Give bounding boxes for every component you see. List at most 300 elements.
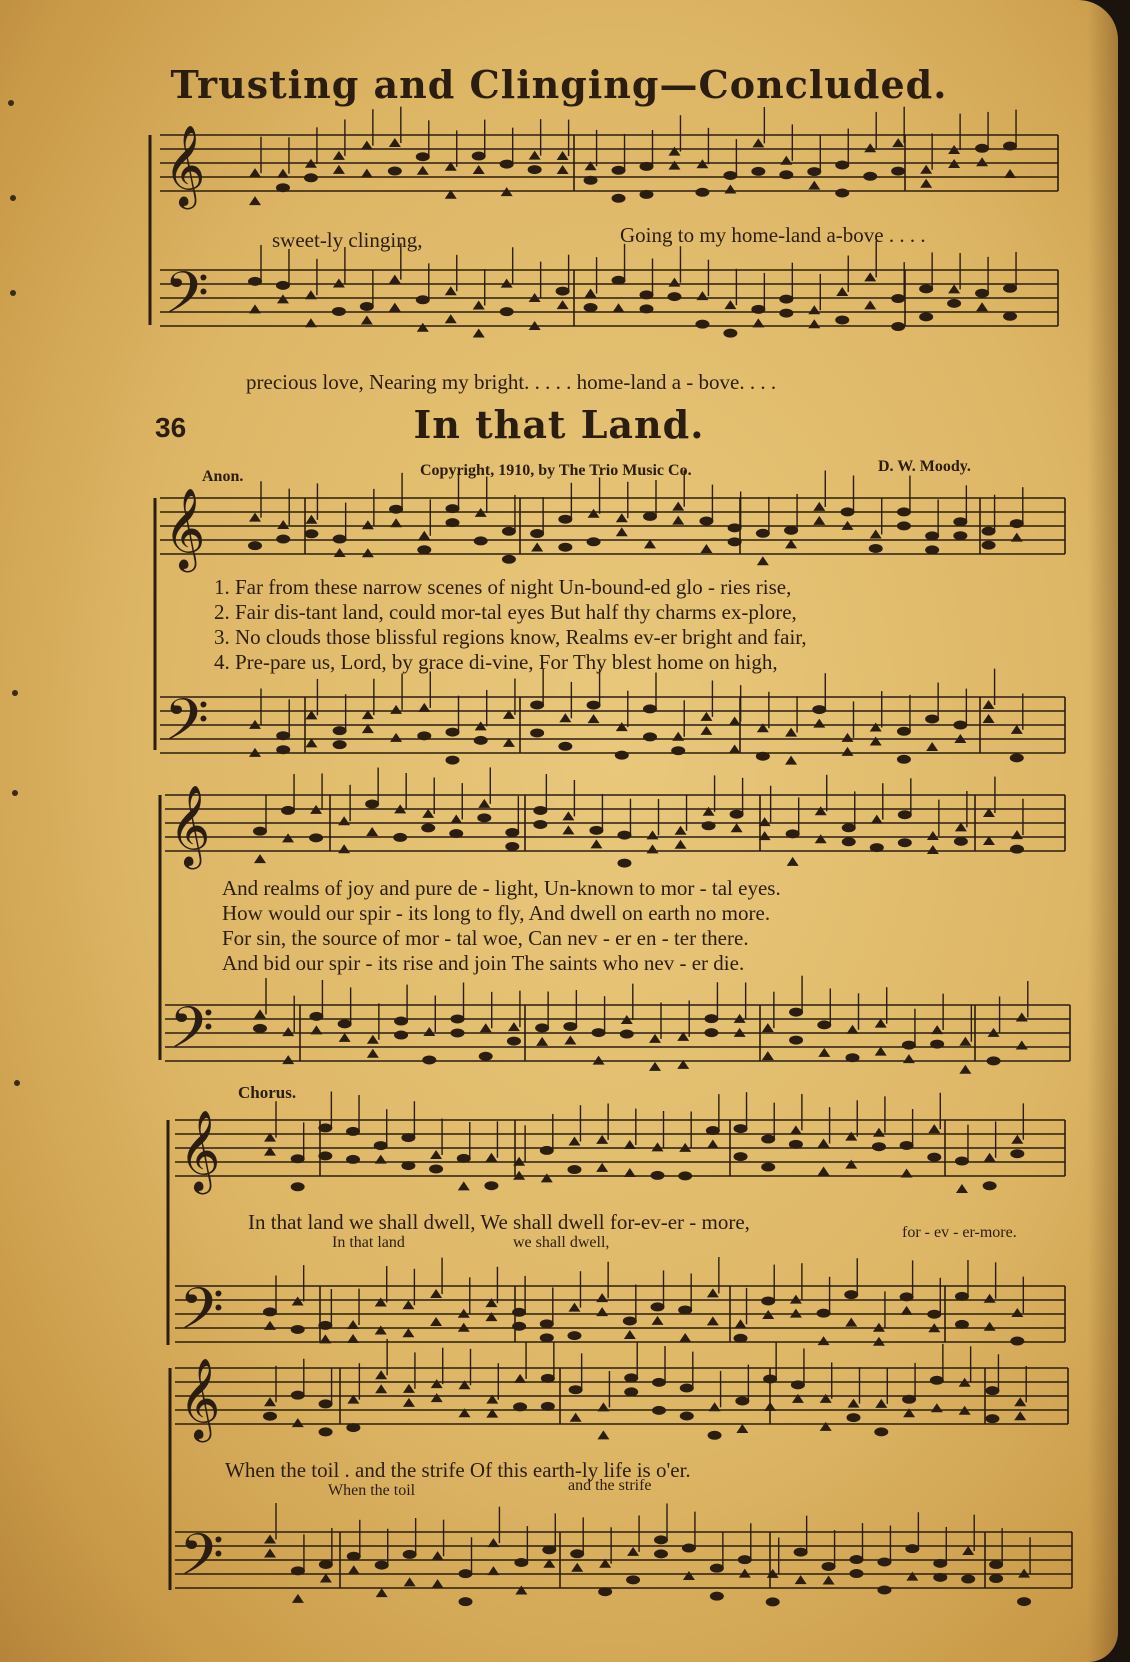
note-head xyxy=(304,173,318,182)
note-head xyxy=(751,305,765,314)
note-head xyxy=(612,276,626,285)
note-head xyxy=(512,1308,526,1317)
note-head xyxy=(948,284,960,293)
note-head xyxy=(864,143,876,152)
verse-line1-4: 4. Pre-pare us, Lord, by grace di-vine, For Thy blest home on high, xyxy=(214,650,778,674)
note-head xyxy=(640,190,654,199)
note-head xyxy=(281,806,295,815)
note-head xyxy=(818,1139,830,1148)
note-head xyxy=(505,842,519,851)
note-head xyxy=(762,1023,774,1032)
note-head xyxy=(850,1569,864,1578)
note-head xyxy=(1010,1149,1024,1158)
note-head xyxy=(818,1048,830,1057)
note-head xyxy=(362,520,374,529)
note-head xyxy=(731,823,743,832)
note-head xyxy=(905,1544,919,1553)
note-head xyxy=(291,1391,305,1400)
note-head xyxy=(589,826,603,835)
note-head xyxy=(984,1153,996,1162)
note-head xyxy=(596,1307,608,1316)
note-head xyxy=(789,1008,803,1017)
note-head xyxy=(761,1296,775,1305)
note-head xyxy=(402,1328,414,1337)
note-head xyxy=(249,168,261,177)
note-head xyxy=(558,742,572,751)
note-head xyxy=(403,1398,415,1407)
note-head xyxy=(734,1334,748,1343)
note-head xyxy=(478,799,490,808)
note-head xyxy=(305,290,317,299)
note-head xyxy=(276,535,290,544)
note-head xyxy=(401,1133,415,1142)
note-head xyxy=(417,545,431,554)
note-head xyxy=(430,1289,442,1298)
note-head xyxy=(724,184,736,193)
note-head xyxy=(333,726,347,735)
note-head xyxy=(485,1153,497,1162)
note-head xyxy=(756,752,770,761)
note-head xyxy=(813,719,825,728)
note-head xyxy=(947,299,961,308)
note-head xyxy=(735,1396,749,1405)
note-head xyxy=(319,1560,333,1569)
note-head xyxy=(451,1028,465,1037)
note-head xyxy=(817,1020,831,1029)
note-head xyxy=(649,1062,661,1071)
note-head xyxy=(375,1325,387,1334)
note-head xyxy=(422,809,434,818)
note-head xyxy=(319,1334,331,1343)
note-head xyxy=(790,1125,802,1134)
note-head xyxy=(897,507,911,516)
note-head xyxy=(530,700,544,709)
note-head xyxy=(416,152,430,161)
note-head xyxy=(584,303,598,312)
note-head xyxy=(253,827,267,836)
note-head xyxy=(319,1399,333,1408)
note-head xyxy=(513,1402,527,1411)
note-head xyxy=(647,830,659,839)
note-head xyxy=(333,278,345,287)
note-head xyxy=(446,728,460,737)
note-head xyxy=(249,304,261,313)
note-head xyxy=(812,705,826,714)
note-head xyxy=(449,829,463,838)
note-head xyxy=(459,1569,473,1578)
note-head xyxy=(647,844,659,853)
note-head xyxy=(709,1402,721,1411)
treble-clef: 𝄞 xyxy=(169,784,211,866)
note-head xyxy=(785,728,797,737)
note-head xyxy=(787,857,799,866)
note-head xyxy=(702,821,716,830)
note-head xyxy=(959,1037,971,1046)
note-head xyxy=(707,1316,719,1325)
note-head xyxy=(264,1321,276,1330)
note-head xyxy=(654,1535,668,1544)
note-head xyxy=(276,183,290,192)
note-head xyxy=(900,1292,914,1301)
note-head xyxy=(473,165,485,174)
note-head xyxy=(984,1322,996,1331)
note-head xyxy=(263,1307,277,1316)
note-head xyxy=(624,1168,636,1177)
note-head xyxy=(987,1056,1001,1065)
note-head xyxy=(333,151,345,160)
note-head xyxy=(818,1336,830,1345)
note-head xyxy=(704,1014,718,1023)
note-head xyxy=(472,152,486,161)
note-head xyxy=(616,527,628,536)
note-head xyxy=(1016,1040,1028,1049)
note-head xyxy=(446,504,460,513)
note-head xyxy=(739,1569,751,1578)
note-head xyxy=(897,727,911,736)
note-head xyxy=(276,745,290,754)
note-head xyxy=(624,1387,638,1396)
note-head xyxy=(897,521,911,530)
note-head xyxy=(394,1031,408,1040)
note-head xyxy=(620,1030,634,1039)
note-head xyxy=(846,1053,860,1062)
note-head xyxy=(593,1056,605,1065)
note-head xyxy=(984,1294,996,1303)
note-head xyxy=(989,1574,1003,1583)
note-head xyxy=(590,839,602,848)
note-head xyxy=(291,1182,305,1191)
note-head xyxy=(891,167,905,176)
note-head xyxy=(1010,845,1024,854)
note-head xyxy=(1010,519,1024,528)
note-head xyxy=(1011,1135,1023,1144)
note-head xyxy=(319,1427,333,1436)
note-head xyxy=(418,531,430,540)
note-head xyxy=(375,1155,387,1164)
note-head xyxy=(348,1565,360,1574)
note-head xyxy=(790,1309,802,1318)
note-head xyxy=(588,714,600,723)
note-head xyxy=(360,302,374,311)
note-head xyxy=(640,304,654,313)
note-head xyxy=(985,1414,999,1423)
note-head xyxy=(751,167,765,176)
note-head xyxy=(404,1577,416,1586)
note-head xyxy=(347,1320,359,1329)
note-head xyxy=(1004,169,1016,178)
note-head xyxy=(891,322,905,331)
note-head xyxy=(457,1154,471,1163)
note-head xyxy=(927,1153,941,1162)
note-head xyxy=(533,820,547,829)
note-head xyxy=(474,736,488,745)
verse-line2-4: And bid our spir - its rise and join The saints who nev - er die. xyxy=(222,951,745,975)
note-head xyxy=(451,1014,465,1023)
note-head xyxy=(931,1403,943,1412)
note-head xyxy=(339,1033,351,1042)
note-head xyxy=(847,1025,859,1034)
note-head xyxy=(541,1173,553,1182)
note-head xyxy=(927,845,939,854)
note-head xyxy=(953,517,967,526)
note-head xyxy=(766,1597,780,1606)
note-head xyxy=(649,1034,661,1043)
note-head xyxy=(514,1374,526,1383)
note-head xyxy=(585,289,597,298)
note-head xyxy=(479,1052,493,1061)
note-head xyxy=(338,844,350,853)
note-head xyxy=(596,1163,608,1172)
note-head xyxy=(784,526,798,535)
note-head xyxy=(640,290,654,299)
note-head xyxy=(291,1566,305,1575)
note-head xyxy=(875,1047,887,1056)
note-head xyxy=(508,1022,520,1031)
note-head xyxy=(813,502,825,511)
note-head xyxy=(836,287,848,296)
note-head xyxy=(735,1319,747,1328)
note-head xyxy=(305,515,317,524)
note-head xyxy=(570,1549,584,1558)
note-head xyxy=(291,1154,305,1163)
note-head xyxy=(361,141,373,150)
note-head xyxy=(823,1575,835,1584)
note-head xyxy=(570,1413,582,1422)
note-head xyxy=(1018,1569,1030,1578)
note-head xyxy=(822,1562,836,1571)
note-head xyxy=(446,756,460,765)
note-head xyxy=(869,544,883,553)
note-head xyxy=(983,700,995,709)
note-head xyxy=(388,167,402,176)
note-head xyxy=(390,733,402,742)
note-head xyxy=(282,1055,294,1064)
note-head xyxy=(423,1027,435,1036)
note-head xyxy=(752,318,764,327)
note-head xyxy=(597,1430,609,1439)
note-head xyxy=(346,1127,360,1136)
treble-clef: 𝄞 xyxy=(179,1109,221,1191)
note-head xyxy=(976,302,988,311)
note-head xyxy=(704,1028,718,1037)
note-head xyxy=(703,807,715,816)
note-head xyxy=(817,1309,831,1318)
note-head xyxy=(541,1374,555,1383)
note-head xyxy=(652,1378,666,1387)
note-head xyxy=(848,1399,860,1408)
note-head xyxy=(933,1559,947,1568)
note-head xyxy=(738,1555,752,1564)
note-head xyxy=(430,1317,442,1326)
note-head xyxy=(375,1297,387,1306)
note-head xyxy=(431,1393,443,1402)
note-head xyxy=(700,726,712,735)
note-head xyxy=(568,1137,580,1146)
note-head xyxy=(249,513,261,522)
note-head xyxy=(785,756,797,765)
verse-line1-3: 3. No clouds those blissful regions know, Realms ev-er bright and fair, xyxy=(214,625,807,649)
note-head xyxy=(864,272,876,281)
note-head xyxy=(248,541,262,550)
chorus-bass-lyric-1c: for - ev - er-more. xyxy=(902,1224,1017,1241)
note-head xyxy=(723,171,737,180)
note-head xyxy=(779,170,793,179)
note-head xyxy=(615,751,629,760)
note-head xyxy=(983,1181,997,1190)
note-head xyxy=(757,556,769,565)
note-head xyxy=(254,1009,266,1018)
treble-clef: 𝄞 xyxy=(164,487,206,569)
note-head xyxy=(975,144,989,153)
note-head xyxy=(588,509,600,518)
note-head xyxy=(612,194,626,203)
note-head xyxy=(920,165,932,174)
note-head xyxy=(763,1374,777,1383)
note-head xyxy=(533,806,547,815)
note-head xyxy=(366,827,378,836)
note-head xyxy=(557,151,569,160)
note-head xyxy=(282,1027,294,1036)
note-head xyxy=(264,1397,276,1406)
note-head xyxy=(870,529,882,538)
note-head xyxy=(318,1321,332,1330)
note-head xyxy=(1010,1337,1024,1346)
note-head xyxy=(263,1412,277,1421)
note-head xyxy=(338,816,350,825)
note-head xyxy=(680,1383,694,1392)
note-head xyxy=(562,811,574,820)
note-head xyxy=(429,1164,443,1173)
note-head xyxy=(728,537,742,546)
note-head xyxy=(953,531,967,540)
verse-line1-1: 1. Far from these narrow scenes of night Un-bound-ed glo - ries rise, xyxy=(214,575,792,599)
note-head xyxy=(530,728,544,737)
note-head xyxy=(696,291,708,300)
note-head xyxy=(728,523,742,532)
note-head xyxy=(346,1423,360,1432)
note-head xyxy=(264,1548,276,1557)
note-head xyxy=(542,1545,556,1554)
note-head xyxy=(431,1379,443,1388)
note-head xyxy=(515,1586,527,1595)
note-head xyxy=(375,1370,387,1379)
note-head xyxy=(291,1325,305,1334)
note-head xyxy=(304,529,318,538)
note-head xyxy=(624,1140,636,1149)
note-head xyxy=(617,859,631,868)
note-head xyxy=(672,516,684,525)
note-head xyxy=(374,1141,388,1150)
note-head xyxy=(389,303,401,312)
note-head xyxy=(459,1597,473,1606)
note-head xyxy=(558,543,572,552)
note-head xyxy=(390,518,402,527)
note-head xyxy=(389,275,401,284)
note-head xyxy=(1010,753,1024,762)
note-head xyxy=(671,746,685,755)
note-head xyxy=(845,1318,857,1327)
note-head xyxy=(845,1132,857,1141)
note-head xyxy=(870,843,884,852)
note-head xyxy=(418,703,430,712)
note-head xyxy=(365,799,379,808)
note-head xyxy=(416,295,430,304)
note-head xyxy=(347,1552,361,1561)
note-head xyxy=(541,1402,555,1411)
note-head xyxy=(710,1592,724,1601)
note-head xyxy=(672,732,684,741)
note-head xyxy=(699,517,713,526)
note-head xyxy=(487,1538,499,1547)
note-head xyxy=(254,854,266,863)
note-head xyxy=(617,831,631,840)
note-head xyxy=(761,1163,775,1172)
note-head xyxy=(292,1296,304,1305)
note-head xyxy=(332,307,346,316)
note-head xyxy=(567,1331,581,1340)
note-head xyxy=(920,179,932,188)
note-head xyxy=(421,823,435,832)
note-head xyxy=(401,1161,415,1170)
chorus-bass-lyric-2a: When the toil xyxy=(328,1482,416,1499)
chorus-label: Chorus. xyxy=(238,1083,297,1102)
note-head xyxy=(795,1575,807,1584)
note-head xyxy=(961,1575,975,1584)
note-head xyxy=(540,1319,554,1328)
note-head xyxy=(930,1040,944,1049)
note-head xyxy=(394,1017,408,1026)
bass-clef: 𝄢 xyxy=(179,1521,225,1603)
note-head xyxy=(587,701,601,710)
note-head xyxy=(841,507,855,516)
note-head xyxy=(1014,1397,1026,1406)
note-head xyxy=(528,165,542,174)
note-head xyxy=(417,731,431,740)
note-head xyxy=(877,1557,891,1566)
note-head xyxy=(842,747,854,756)
note-head xyxy=(458,1181,470,1190)
note-head xyxy=(820,1422,832,1431)
note-head xyxy=(955,1320,969,1329)
note-head xyxy=(975,289,989,298)
note-head xyxy=(445,286,457,295)
note-head xyxy=(643,704,657,713)
note-head xyxy=(292,1594,304,1603)
note-head xyxy=(680,1411,694,1420)
note-head xyxy=(926,742,938,751)
bass-clef: 𝄢 xyxy=(164,259,210,341)
note-head xyxy=(403,1384,415,1393)
note-head xyxy=(651,1302,665,1311)
note-head xyxy=(422,1055,436,1064)
note-head xyxy=(844,1290,858,1299)
note-head xyxy=(367,1049,379,1058)
note-head xyxy=(475,721,487,730)
note-head xyxy=(903,1054,915,1063)
note-head xyxy=(808,319,820,328)
note-head xyxy=(815,834,827,843)
note-head xyxy=(473,328,485,337)
note-head xyxy=(567,1165,581,1174)
note-head xyxy=(877,1585,891,1594)
note-head xyxy=(976,157,988,166)
note-head xyxy=(789,1036,803,1045)
note-head xyxy=(700,544,712,553)
note-head xyxy=(780,156,792,165)
note-head xyxy=(376,1588,388,1597)
note-head xyxy=(707,1140,719,1149)
note-head xyxy=(402,1300,414,1309)
